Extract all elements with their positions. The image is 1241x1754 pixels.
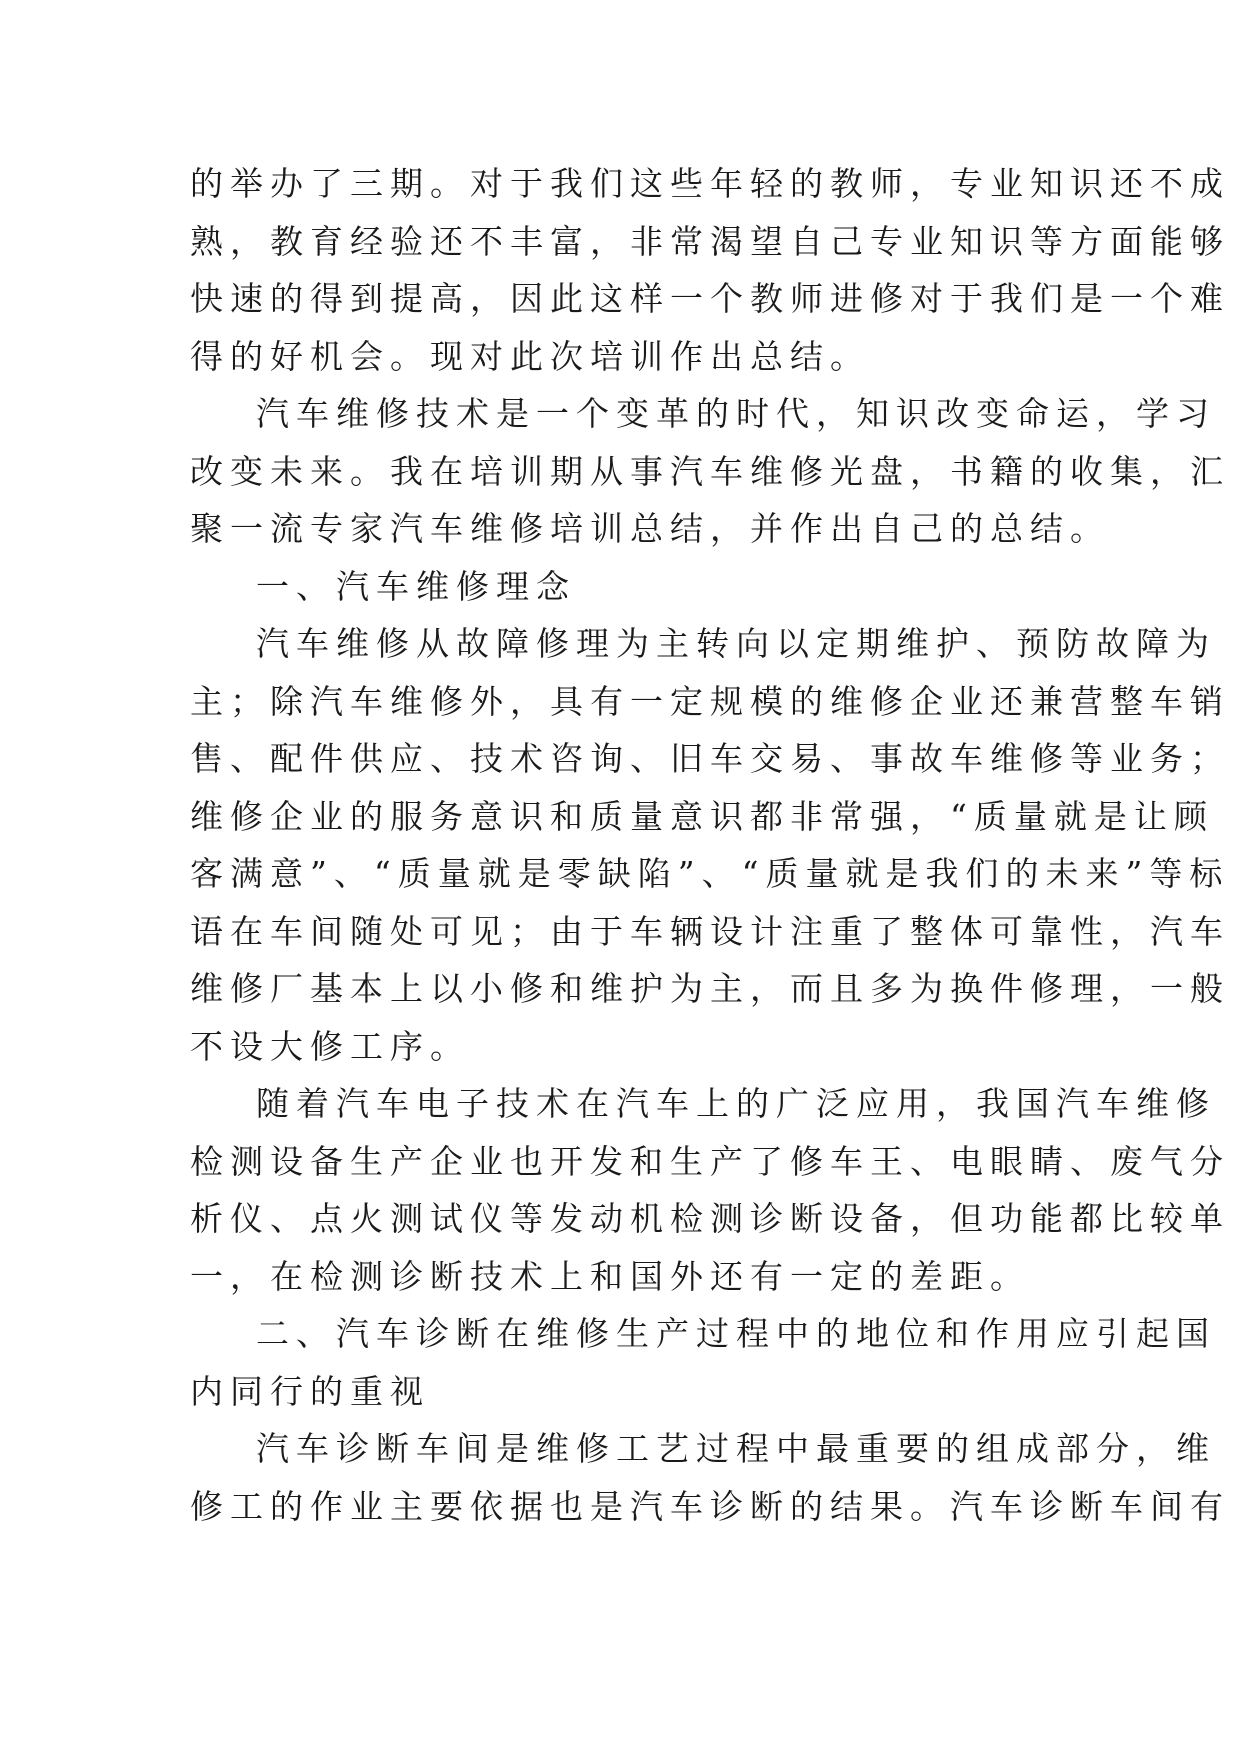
text-line: 维修企业的服务意识和质量意识都非常强，“质量就是让顾 [190, 796, 1214, 836]
text-line: 汽车维修从故障修理为主转向以定期维护、预防故障为 [256, 624, 1216, 663]
section-heading [190, 558, 1050, 616]
paragraph [190, 615, 1230, 1075]
text-line: 主；除汽车维修外，具有一定规模的维修企业还兼营整车销 [190, 681, 1230, 721]
text-line: 一、汽车维修理念 [256, 566, 576, 606]
text-line: 语在车间随处可见；由于车辆设计注重了整体可靠性，汽车 [190, 911, 1230, 951]
text-line: 修工的作业主要依据也是汽车诊断的结果。汽车诊断车间有 [190, 1486, 1230, 1526]
text-line: 一，在检测诊断技术上和国外还有一定的差距。 [190, 1256, 1030, 1296]
text-line: 不设大修工序。 [190, 1026, 470, 1066]
text-line: 得的好机会。现对此次培训作出总结。 [190, 336, 870, 376]
text-line: 内同行的重视 [190, 1371, 430, 1411]
section-heading [190, 1305, 1216, 1420]
text-line: 的举办了三期。对于我们这些年轻的教师，专业知识还不成 [190, 164, 1230, 203]
paragraph [190, 1075, 1230, 1305]
document-body [190, 155, 1230, 1535]
text-line: 析仪、点火测试仪等发动机检测诊断设备，但功能都比较单 [190, 1199, 1230, 1238]
text-line: 售、配件供应、技术咨询、旧车交易、事故车维修等业务； [190, 739, 1230, 778]
text-line: 快速的得到提高，因此这样一个教师进修对于我们是一个难 [190, 279, 1230, 318]
paragraph [190, 155, 1230, 385]
paragraph [190, 385, 1230, 558]
text-line: 熟，教育经验还不丰富，非常渴望自己专业知识等方面能够 [190, 221, 1230, 261]
text-line: 客满意”、“质量就是零缺陷”、“质量就是我们的未来”等标 [190, 854, 1230, 893]
text-line: 汽车诊断车间是维修工艺过程中最重要的组成部分，维 [256, 1429, 1216, 1468]
text-line: 维修厂基本上以小修和维护为主，而且多为换件修理，一般 [190, 969, 1230, 1008]
text-line: 检测设备生产企业也开发和生产了修车王、电眼睛、废气分 [190, 1141, 1230, 1181]
text-line: 二、汽车诊断在维修生产过程中的地位和作用应引起国 [256, 1314, 1216, 1353]
text-line: 聚一流专家汽车维修培训总结，并作出自己的总结。 [190, 509, 1110, 548]
text-line: 随着汽车电子技术在汽车上的广泛应用，我国汽车维修 [256, 1084, 1216, 1123]
paragraph [190, 1420, 1230, 1535]
text-line: 汽车维修技术是一个变革的时代，知识改变命运，学习 [256, 394, 1216, 433]
text-line: 改变未来。我在培训期从事汽车维修光盘，书籍的收集，汇 [190, 451, 1230, 491]
